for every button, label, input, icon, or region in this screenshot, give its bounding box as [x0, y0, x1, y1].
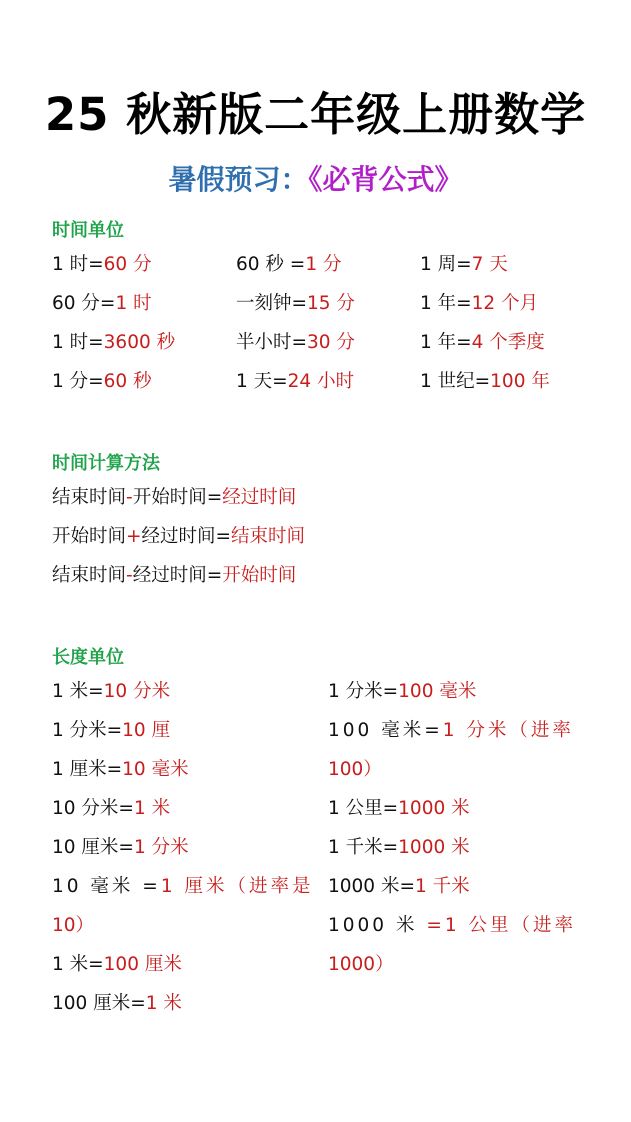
page-subtitle [0, 158, 631, 198]
section-heading-time-calc: 时间计算方法 [52, 453, 160, 474]
formula-item: 结束时间-开始时间=经过时间 [52, 487, 297, 508]
formula-item: 1 分米=10 厘 [52, 720, 171, 741]
formula-item: 1 世纪=100 年 [420, 371, 550, 392]
formula-item-continued: 100） [328, 759, 382, 780]
subtitle-prefix: 暑假预习： [168, 163, 309, 196]
formula-item: 1 公里=1000 米 [328, 798, 470, 819]
formula-item: 10 分米=1 米 [52, 798, 171, 819]
formula-item: 1 米=100 厘米 [52, 954, 182, 975]
subtitle-highlight: 《必背公式》 [308, 163, 463, 196]
formula-item: 1 天=24 小时 [236, 371, 355, 392]
formula-item: 100 毫米=1 分米（进率 [328, 720, 574, 741]
section-heading-time-units: 时间单位 [52, 220, 124, 241]
formula-item: 开始时间+经过时间=结束时间 [52, 526, 306, 547]
formula-item-continued: 1000） [328, 954, 394, 975]
formula-item-continued: 10） [52, 915, 95, 936]
formula-item: 60 秒 =1 分 [236, 254, 342, 275]
formula-item: 1 时=3600 秒 [52, 332, 176, 353]
formula-item: 1000 米 =1 公里（进率 [328, 915, 576, 936]
formula-item: 100 厘米=1 米 [52, 993, 182, 1014]
page-title: 25 秋新版二年级上册数学 [44, 88, 587, 141]
formula-item: 一刻钟=15 分 [236, 293, 355, 314]
formula-item: 60 分=1 时 [52, 293, 152, 314]
formula-item: 结束时间-经过时间=开始时间 [52, 565, 297, 586]
formula-item: 10 厘米=1 分米 [52, 837, 189, 858]
formula-item: 10 毫米 =1 厘米（进率是 [52, 876, 314, 897]
formula-item: 1 年=4 个季度 [420, 332, 545, 353]
formula-item: 1 时=60 分 [52, 254, 152, 275]
formula-item: 1 米=10 分米 [52, 681, 171, 702]
formula-item: 1 分=60 秒 [52, 371, 152, 392]
formula-item: 半小时=30 分 [236, 332, 355, 353]
formula-item: 1 年=12 个月 [420, 293, 539, 314]
formula-item: 1 厘米=10 毫米 [52, 759, 189, 780]
formula-item: 1 分米=100 毫米 [328, 681, 477, 702]
formula-item: 1 千米=1000 米 [328, 837, 470, 858]
section-heading-length-units: 长度单位 [52, 647, 124, 668]
formula-item: 1000 米=1 千米 [328, 876, 470, 897]
formula-item: 1 周=7 天 [420, 254, 508, 275]
